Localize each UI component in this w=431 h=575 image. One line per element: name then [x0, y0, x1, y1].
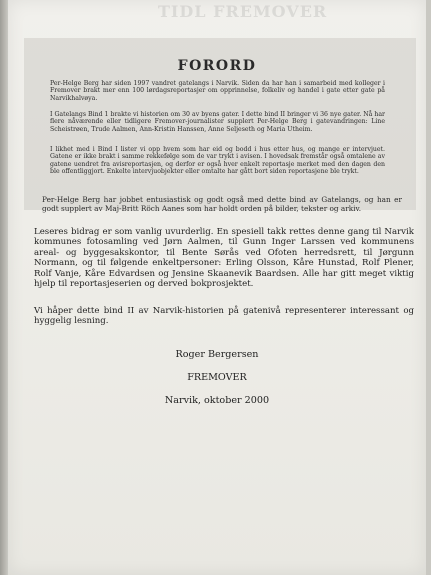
page-title: FORORD: [177, 58, 257, 74]
signature-name: Roger Bergersen: [175, 349, 259, 360]
paragraph-thanks: Leseres bidrag er som vanlig uvurderlig. En spesiell takk rettes denne gang til Narvik kommunes fotosamling ved Jørn Aalmen, til Gunn Inger Larssen ved kommunens areal- og byggesakskontor, til Bente Sørås ved Ofoten herredsrett, til Jørgunn Normann, og til følgende enkeltpersoner: Erling Olsson, Kåre Hunstad, Rolf Plener, Rolf Vanje, Kåre Edvardsen og Jensine Skaanevik Baardsen. Alle har gitt meget viktig hjelp til reportasjeserien og derved bokprosjektet.: [34, 227, 414, 290]
book-page: [8, 0, 426, 575]
page-content: [8, 0, 426, 575]
paragraph-bind-ii: I Gatelangs Bind 1 brakte vi historien om 30 av byens gater. I dette bind II bringer vi 36 nye gater. Nå har flere nåværende eller tidligere Fremover-journalister supplert Per-Helge Berg i gatevandringen: Line Scheistrøen, Trude Aalmen, Ann-Kristin Hanssen, Anne Seljeseth og Maria Utheim.: [50, 111, 385, 133]
paragraph-owners: I likhet med i Bind I lister vi opp hvem som har eid og bodd i hus etter hus, og mange er intervjuet. Gatene er ikke brakt i samme rekkefølge som de var trykt i avisen. I hovedsak fremstår også omtalene av gatene uendret fra avisreportasjen, og derfor er også hver enkelt reportasje merket med den dagen den ble offentliggjort. Enkelte intervjuobjekter eller omtalte har gått bort siden reportasjene ble trykt.: [50, 146, 385, 175]
paragraph-contributors: Per-Helge Berg har jobbet entusiastisk og godt også med dette bind av Gatelangs, og han er godt supplert av Maj-Britt Röch Aanes som har holdt orden på bilder, tekster og arkiv.: [42, 195, 402, 213]
signature-org: FREMOVER: [187, 372, 247, 383]
paragraph-closing: Vi håper dette bind II av Narvik-historien på gatenivå representerer interessant og hyggelig lesning.: [34, 306, 414, 327]
paragraph-intro: Per-Helge Berg har siden 1997 vandret gatelangs i Narvik. Siden da har han i samarbeid med kolleger i Fremover brakt mer enn 100 lørdagsreportasjer om opprinnelse, folkeliv og handel i gate etter gate på Narvikhalvøya.: [50, 80, 385, 102]
bleed-through-text: TIDL FREMOVER: [158, 2, 328, 21]
signature-place-date: Narvik, oktober 2000: [164, 395, 270, 406]
book-spine-shadow: [0, 0, 8, 575]
